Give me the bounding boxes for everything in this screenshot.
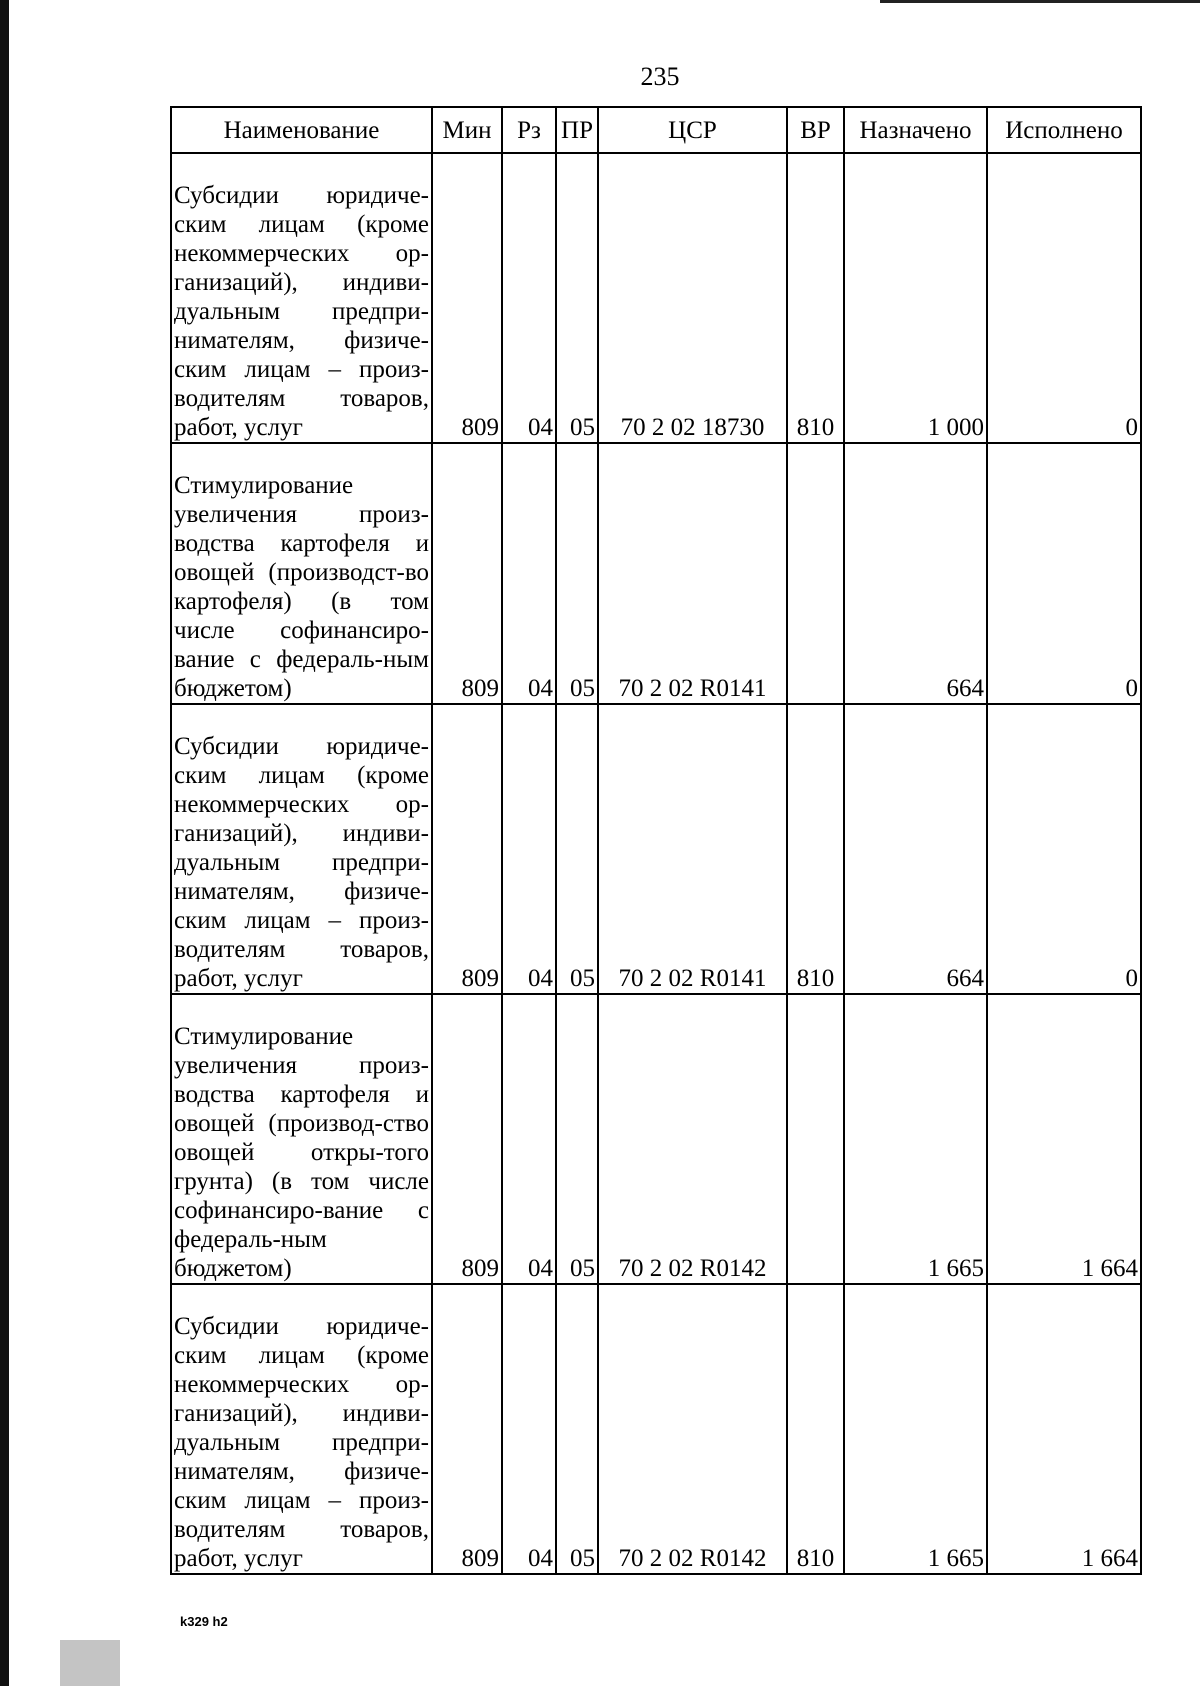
row-vr	[787, 443, 844, 704]
table-header-row	[171, 107, 1141, 153]
row-rz: 04	[502, 153, 556, 443]
budget-table	[170, 106, 1142, 1575]
footer-code: k329 h2	[180, 1614, 228, 1629]
row-name: Субсидии юридиче-ским лицам (кроме некоммерческих ор-ганизаций), индиви-дуальным предпри-нимателям, физиче-ским лицам – произ-водителям товаров, работ, услуг	[171, 704, 432, 994]
row-executed: 1 664	[987, 994, 1141, 1284]
header-pr: ПР	[556, 107, 598, 153]
row-executed: 0	[987, 153, 1141, 443]
row-pr: 05	[556, 704, 598, 994]
row-executed: 0	[987, 704, 1141, 994]
scan-top-rule	[880, 0, 1200, 3]
row-vr: 810	[787, 1284, 844, 1574]
row-pr: 05	[556, 443, 598, 704]
header-executed: Исполнено	[987, 107, 1141, 153]
row-executed: 1 664	[987, 1284, 1141, 1574]
row-csr: 70 2 02 18730	[598, 153, 787, 443]
row-min: 809	[432, 443, 502, 704]
row-csr: 70 2 02 R0142	[598, 1284, 787, 1574]
row-csr: 70 2 02 R0141	[598, 443, 787, 704]
header-min: Мин	[432, 107, 502, 153]
header-vr: ВР	[787, 107, 844, 153]
row-assigned: 1 665	[844, 994, 987, 1284]
row-rz: 04	[502, 1284, 556, 1574]
table-row	[171, 994, 1141, 1284]
row-name: Субсидии юридиче-ским лицам (кроме некоммерческих ор-ганизаций), индиви-дуальным предпри-нимателям, физиче-ским лицам – произ-водителям товаров, работ, услуг	[171, 1284, 432, 1574]
row-vr: 810	[787, 153, 844, 443]
scan-left-edge	[0, 0, 9, 1686]
row-csr: 70 2 02 R0141	[598, 704, 787, 994]
row-min: 809	[432, 1284, 502, 1574]
header-name: Наименование	[171, 107, 432, 153]
row-csr: 70 2 02 R0142	[598, 994, 787, 1284]
row-min: 809	[432, 704, 502, 994]
table-row	[171, 704, 1141, 994]
table-row	[171, 443, 1141, 704]
row-pr: 05	[556, 153, 598, 443]
row-assigned: 1 665	[844, 1284, 987, 1574]
row-min: 809	[432, 994, 502, 1284]
table-row	[171, 1284, 1141, 1574]
row-vr	[787, 994, 844, 1284]
row-rz: 04	[502, 704, 556, 994]
row-name: Субсидии юридиче-ским лицам (кроме некоммерческих ор-ганизаций), индиви-дуальным предпри-нимателям, физиче-ским лицам – произ-водителям товаров, работ, услуг	[171, 153, 432, 443]
row-assigned: 1 000	[844, 153, 987, 443]
row-rz: 04	[502, 443, 556, 704]
scan-noise	[60, 1640, 120, 1686]
row-assigned: 664	[844, 704, 987, 994]
row-rz: 04	[502, 994, 556, 1284]
row-vr: 810	[787, 704, 844, 994]
row-pr: 05	[556, 994, 598, 1284]
table-row	[171, 153, 1141, 443]
header-csr: ЦСР	[598, 107, 787, 153]
row-min: 809	[432, 153, 502, 443]
page-number: 235	[640, 62, 680, 91]
row-pr: 05	[556, 1284, 598, 1574]
header-rz: Рз	[502, 107, 556, 153]
row-assigned: 664	[844, 443, 987, 704]
row-name: Стимулирование увеличения произ-водства картофеля и овощей (производст-во картофеля) (в том числе софинансиро-вание с федераль-ным бюджетом)	[171, 443, 432, 704]
header-assigned: Назначено	[844, 107, 987, 153]
row-name: Стимулирование увеличения произ-водства картофеля и овощей (производ-ство овощей откры-того грунта) (в том числе софинансиро-вание с федераль-ным бюджетом)	[171, 994, 432, 1284]
row-executed: 0	[987, 443, 1141, 704]
